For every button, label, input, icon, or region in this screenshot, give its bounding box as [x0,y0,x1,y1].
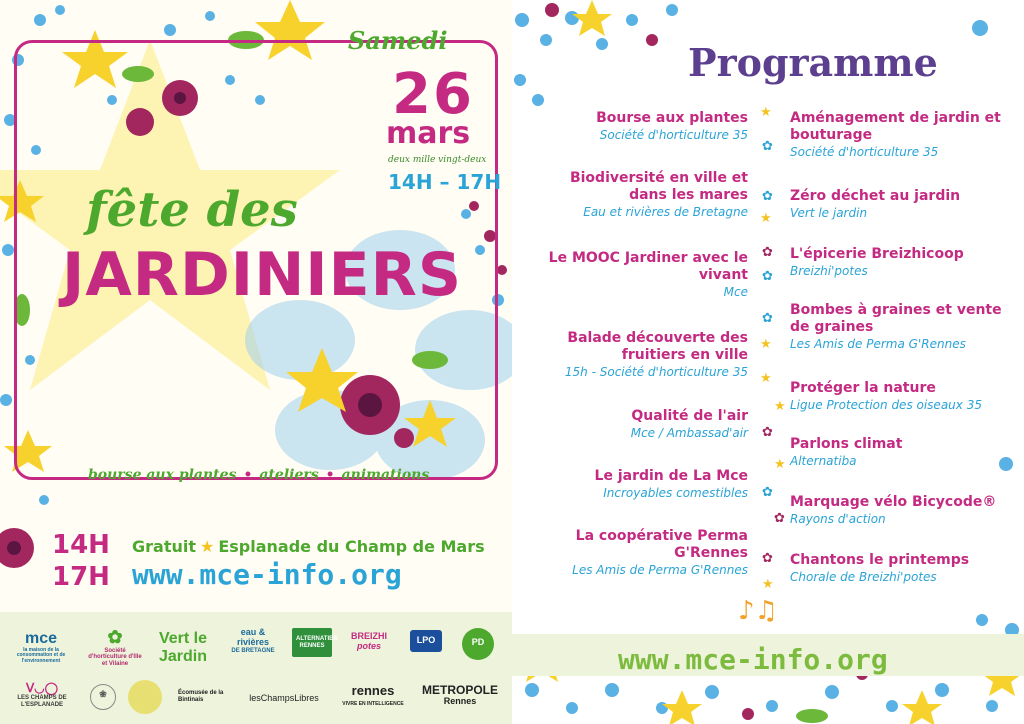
website-link[interactable]: www.mce-info.org [618,643,888,676]
month-label: mars [386,116,471,151]
logo-eau-rivieres: eau & rivières DE BRETAGNE [231,627,275,654]
website-link[interactable]: www.mce-info.org [132,558,402,591]
programme-item: Qualité de l'air Mce / Ambassad'air [630,408,748,440]
free-label: Gratuit [132,537,196,556]
bullet: • [243,467,253,483]
location-label: Esplanade du Champ de Mars [218,537,485,556]
logo-breizhi: BREIZHI potes [351,631,387,651]
year-words: deux mille vingt-deux [388,155,487,165]
programme-item: Bourse aux plantes Société d'horticulture 35 [596,110,748,142]
star-icon: ★ [760,211,772,226]
event-title-line1: fête des [86,182,298,238]
programme-item: Le jardin de La Mce Incroyables comestibles [594,468,748,500]
star-icon: ★ [774,399,786,414]
star-icon: ★ [762,577,774,592]
logo-lpo: LPO [410,630,442,652]
time-start: 14H [52,530,110,560]
flower-icon: ✿ [762,139,773,154]
activity-animations: animations [341,467,430,483]
star-icon: ★ [200,537,215,556]
logo-metropole: METROPOLE Rennes [421,683,498,707]
weekday-label: Samedi [348,26,448,55]
partner-logos [0,612,512,724]
programme-item: Protéger la nature Ligue Protection des oiseaux 35 [790,380,982,412]
star-icon: ★ [774,457,786,472]
event-hours: 14H – 17H [388,170,502,194]
flower-icon: ✿ [762,189,773,204]
programme-item: Bombes à graines et vente de graines Les Amis de Perma G'Rennes [790,302,1002,351]
bullet: • [325,467,335,483]
flower-icon: ✿ [762,269,773,284]
logo-vert-le-jardin: Vert le Jardin [158,630,208,665]
programme-item: Balade découverte des fruitiers en ville 15h - Société d'horticulture 35 [564,330,748,379]
programme-item: Zéro déchet au jardin Vert le jardin [790,188,961,220]
flower-icon: ✿ [774,511,785,526]
programme-item: Chantons le printemps Chorale de Breizhi'potes [790,552,970,584]
activity-plant-swap: bourse aux plantes [88,467,237,483]
programme-title: Programme [688,40,938,85]
star-icon: ★ [760,337,772,352]
poster-programme [512,0,1024,724]
logo-seal: ❀ [90,684,116,710]
programme-item: La coopérative Perma G'Rennes Les Amis de Perma G'Rennes [572,528,748,577]
day-number: 26 [392,62,474,127]
logo-yellow-circle [128,680,162,714]
programme-item: Le MOOC Jardiner avec le vivant Mce [548,250,748,299]
programme-item: Aménagement de jardin et bouturage Société d'horticulture 35 [790,110,1001,159]
logo-ecomusee: Écomusée de la Bintinais [178,690,224,703]
logo-mce: mce la maison de la consommation et de l'environnement [16,630,66,664]
flower-icon: ✿ [762,551,773,566]
programme-item: Parlons climat Alternatiba [790,436,903,468]
flower-icon: ✿ [762,425,773,440]
flower-icon: ✿ [762,245,773,260]
flower-icon: ✿ [762,485,773,500]
logo-pd: PD [462,628,494,660]
star-icon: ★ [760,371,772,386]
programme-item: L'épicerie Breizhicoop Breizhi'potes [790,246,964,278]
activities-line [88,467,429,483]
logo-champs-libres: lesChampsLibres [249,693,319,703]
free-location-line [132,537,485,556]
logo-horticulture: ✿ Société d'horticulture d'Ille et Vilaine [88,627,142,667]
logo-rennes: rennes VIVRE EN INTELLIGENCE [342,683,404,708]
flower-icon: ✿ [762,311,773,326]
event-title-line2: JARDINIERS [62,240,463,310]
music-notes-icon: ♪♫ [738,596,778,626]
programme-item: Marquage vélo Bicycode® Rayons d'action [790,494,997,526]
logo-champs-esplanade: ᐯ◡◯ LES CHAMPS DE L'ESPLANADE [17,681,67,708]
programme-item: Biodiversité en ville et dans les mares Eau et rivières de Bretagne [569,170,748,219]
time-end: 17H [52,562,110,592]
logo-alternatiba: ALTERNATIBA RENNES [292,628,332,657]
activity-workshops: ateliers [259,467,319,483]
star-icon: ★ [760,105,772,120]
